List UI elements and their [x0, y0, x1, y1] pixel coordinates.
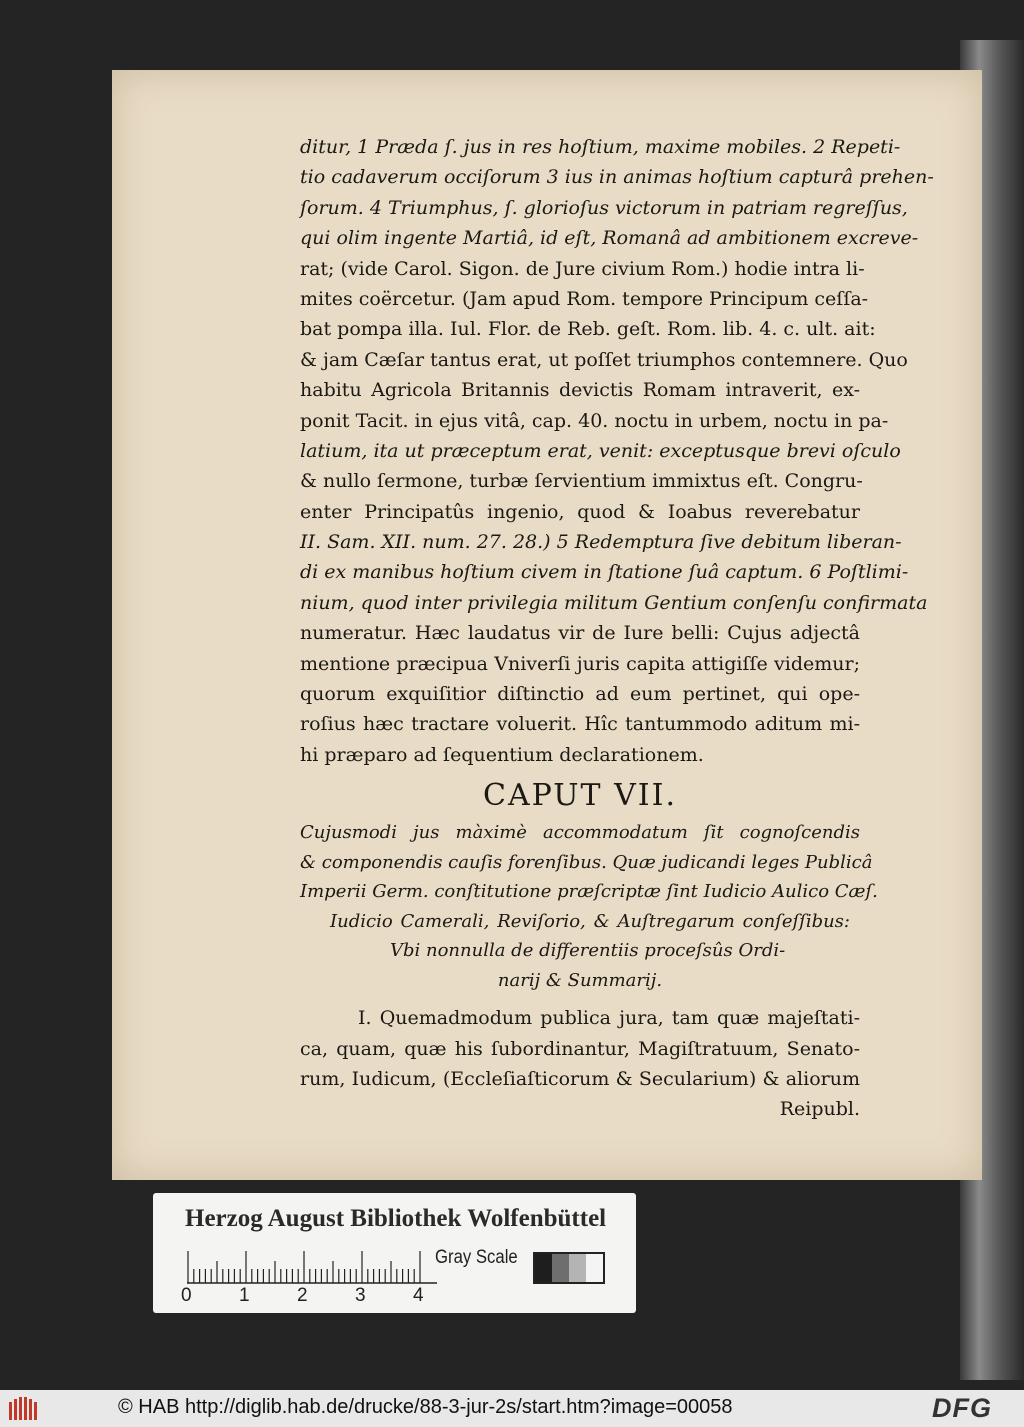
- text-line: rat; (vide Carol. Sigon. de Jure civium Rom.) hodie intra li-: [300, 257, 865, 280]
- ruler-numbers: [181, 1285, 441, 1307]
- text-line: qui olim ingente Martiâ, id eſt, Romanâ ad ambitionem excreve-: [300, 227, 919, 250]
- chapter-heading: CAPUT VII.: [482, 778, 677, 814]
- text-line: numeratur. Hæc laudatus vir de Iure belli: Cujus adjectâ: [300, 622, 860, 645]
- chapter-summary: [300, 818, 878, 995]
- ruler-number: 3: [355, 1285, 366, 1306]
- ruler: [187, 1249, 437, 1285]
- gray-scale-swatch: [533, 1252, 605, 1284]
- text-line: latium, ita ut præceptum erat, venit: exceptusque brevi oſculo: [300, 439, 901, 462]
- text-line: di ex manibus hoſtium civem in ſtatione ſuâ captum. 6 Poſtlimi-: [300, 561, 909, 584]
- text-line: ſorum. 4 Triumphus, ſ. glorioſus victorum in patriam regreſſus,: [300, 196, 908, 219]
- text-line: & nullo ſermone, turbæ ſervientium immixtus eſt. Congru-: [300, 470, 863, 493]
- text-line: ditur, 1 Præda ſ. jus in res hoſtium, maxime mobiles. 2 Repeti-: [300, 136, 901, 158]
- text-line: habitu Agricola Britannis devictis Romam intraverit, ex-: [300, 379, 860, 402]
- page-text: [300, 132, 934, 1124]
- footer-bar: [0, 1390, 1024, 1427]
- ruler-number: 2: [297, 1285, 308, 1306]
- paragraph-line: ca, quam, quæ his ſubordinantur, Magiſtratuum, Senato-: [300, 1037, 860, 1060]
- text-line: enter Principatûs ingenio, quod & Ioabus reverebatur: [300, 500, 860, 523]
- text-line: hi præparo ad ſequentium declarationem.: [300, 743, 704, 766]
- gray-swatch-cell: [569, 1254, 586, 1282]
- text-line: tio cadaverum occiſorum 3 ius in animas hoſtium capturâ prehen-: [300, 166, 934, 189]
- gray-scale-label: Gray Scale: [435, 1247, 518, 1268]
- library-color-card: [153, 1193, 636, 1313]
- text-line: II. Sam. XII. num. 27. 28.) 5 Redemptura ſive debitum liberan-: [300, 531, 902, 554]
- text-line: mites coërcetur. (Jam apud Rom. tempore Principum ceſſa-: [300, 287, 869, 310]
- text-line: & jam Cæſar tantus erat, ut poſſet triumphos contemnere. Quo: [300, 348, 908, 371]
- gray-swatch-cell: [552, 1254, 569, 1282]
- summary-line: & componendis cauſis forenſibus. Quæ judicandi leges Publicâ: [300, 851, 873, 873]
- dfg-logo: DFG: [932, 1393, 992, 1423]
- gray-swatch-cell: [586, 1254, 603, 1282]
- ruler-number: 0: [181, 1285, 192, 1306]
- catchword: Reipubl.: [779, 1098, 860, 1121]
- summary-line: Iudicio Camerali, Reviſorio, & Auſtregarum conſeſſibus:: [330, 910, 850, 932]
- copyright-url[interactable]: © HAB http://diglib.hab.de/drucke/88-3-jur-2s/start.htm?image=00058: [118, 1396, 733, 1418]
- summary-line: Vbi nonnulla de differentiis proceſsûs Ordi-: [390, 940, 786, 962]
- summary-line: narij & Summarij.: [497, 969, 663, 991]
- text-line: nium, quod inter privilegia militum Gentium conſenſu confirmata: [300, 591, 928, 614]
- hab-logo-icon: [8, 1396, 40, 1422]
- paragraph-line: rum, Iudicum, (Eccleſiaſticorum & Secularium) & aliorum: [300, 1067, 860, 1090]
- paragraph-line: I. Quemadmodum publica jura, tam quæ majeſtati-: [358, 1007, 860, 1030]
- text-line: roſius hæc tractare voluerit. Hîc tantummodo aditum mi-: [300, 713, 860, 736]
- ruler-number: 4: [413, 1285, 424, 1306]
- text-line: mentione præcipua Vniverſi juris capita attigiſſe videmur;: [300, 652, 860, 675]
- book-page: [112, 70, 982, 1180]
- paragraph-text: [300, 1003, 860, 1094]
- body-text: [300, 132, 934, 770]
- text-line: bat pompa illa. Iul. Flor. de Reb. geſt. Rom. lib. 4. c. ult. ait:: [300, 318, 876, 341]
- summary-line: Imperii Germ. conſtitutione præſcriptæ ſint Iudicio Aulico Cæſ.: [300, 881, 878, 903]
- ruler-number: 1: [239, 1285, 250, 1306]
- summary-line: Cujusmodi jus màximè accommodatum ſit cognoſcendis: [300, 822, 860, 844]
- text-line: ponit Tacit. in ejus vitâ, cap. 40. noctu in urbem, noctu in pa-: [300, 409, 889, 432]
- text-line: quorum exquiſitior diſtinctio ad eum pertinet, qui ope-: [300, 683, 860, 706]
- gray-swatch-cell: [535, 1254, 552, 1282]
- library-name: Herzog August Bibliothek Wolfenbüttel: [185, 1205, 607, 1232]
